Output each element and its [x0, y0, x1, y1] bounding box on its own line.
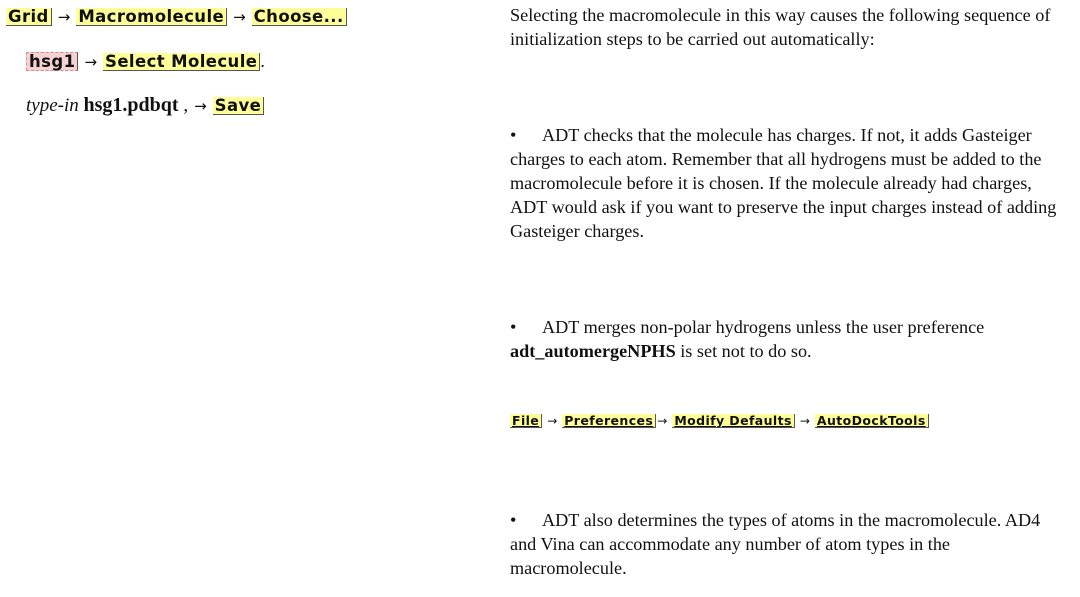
modify-defaults-button[interactable]: Modify Defaults [672, 414, 795, 428]
arrow-icon: → [194, 97, 207, 115]
comma-text: , [183, 95, 189, 116]
bullet-atom-types-text: ADT also determines the types of atoms in the macromolecule. AD4 and Vina can accommodate any number of atom types in the macromolecule. [510, 510, 1041, 578]
save-button[interactable]: Save [213, 97, 265, 115]
grid-menu-button[interactable]: Grid [6, 8, 52, 26]
menu-path-preferences [510, 412, 929, 430]
bullet-merge-text-post: is set not to do so. [675, 341, 812, 361]
bullet-merge-text-pre: ADT merges non-polar hydrogens unless the user preference [542, 317, 985, 337]
type-in-label: type-in [26, 95, 79, 116]
arrow-icon: → [657, 414, 668, 428]
macromolecule-menu-button[interactable]: Macromolecule [76, 8, 227, 26]
intro-paragraph: Selecting the macromolecule in this way causes the following sequence of initialization steps to be carried out automatically: [510, 5, 1051, 49]
bullet-marker: • [510, 510, 517, 530]
bullet-merge [510, 315, 1070, 363]
arrow-icon: → [57, 8, 71, 26]
preferences-menu-button[interactable]: Preferences [562, 414, 656, 428]
hsg1-list-item[interactable]: hsg1 [26, 52, 78, 71]
arrow-icon: → [799, 414, 810, 428]
save-instruction [26, 94, 264, 117]
arrow-icon: → [547, 414, 558, 428]
period-text: . [260, 51, 265, 71]
menu-path-grid [6, 8, 347, 27]
bullet-charges [510, 123, 1070, 243]
filename-text: hsg1.pdbqt [83, 94, 179, 116]
select-molecule-button[interactable]: Select Molecule [103, 53, 260, 71]
bullet-atom-types [510, 508, 1070, 580]
arrow-icon: → [233, 8, 246, 26]
autodocktools-button[interactable]: AutoDockTools [815, 414, 929, 428]
select-molecule-path [26, 51, 265, 72]
file-menu-button[interactable]: File [510, 414, 542, 428]
bullet-charges-text: ADT checks that the molecule has charges. If not, it adds Gasteiger charges to each atom. Remember that all hydrogens must be added to the macromolecule before it is chosen. If the molecule already had charges, ADT would ask if you want to preserve the input charges instead of adding Gasteiger charges. [510, 125, 1057, 241]
bullet-marker: • [510, 125, 517, 145]
bullet-marker: • [510, 317, 517, 337]
choose-button[interactable]: Choose... [252, 8, 347, 26]
arrow-icon: → [84, 53, 98, 71]
preference-name: adt_automergeNPHS [510, 341, 676, 361]
